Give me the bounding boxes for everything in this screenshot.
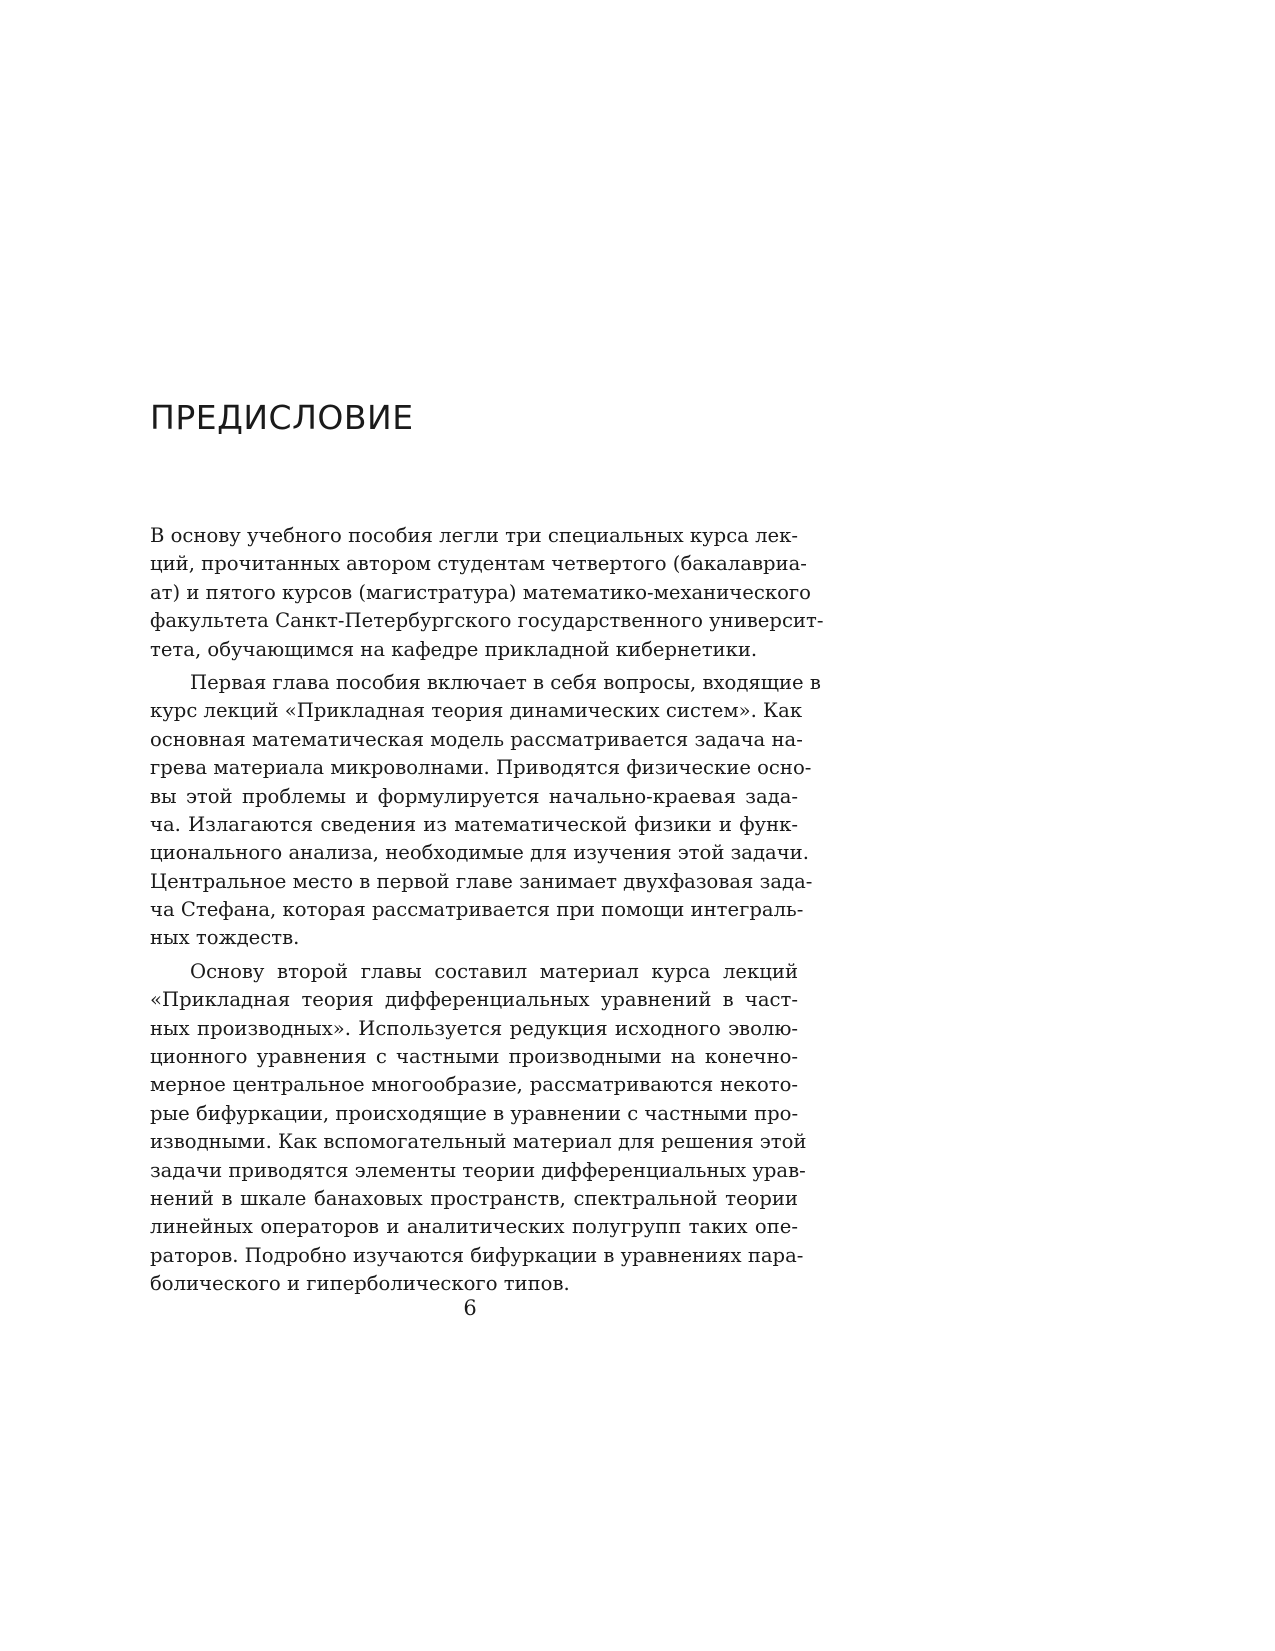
page-number: 6: [463, 1296, 477, 1320]
paragraph-line: «Прикладная теория дифференциальных уравнений в част-: [150, 988, 798, 1012]
paragraph-line: линейных операторов и аналитических полугрупп таких опе-: [150, 1215, 798, 1239]
paragraph-line: болического и гиперболического типов.: [150, 1272, 570, 1296]
paragraph-line: Первая глава пособия включает в себя вопросы, входящие в: [190, 670, 821, 694]
paragraph-line: вы этой проблемы и формулируется начально-краевая зада-: [150, 784, 798, 808]
paragraph-line: рые бифуркации, происходящие в уравнении с частными про-: [150, 1101, 799, 1125]
paragraph-line: В основу учебного пособия легли три специальных курса лек-: [150, 524, 798, 547]
paragraph-line: изводными. Как вспомогательный материал для решения этой: [150, 1130, 807, 1154]
paragraph-line: курс лекций «Прикладная теория динамических систем». Как: [150, 699, 803, 723]
paragraph-2: [150, 669, 821, 953]
paragraph-line: ча Стефана, которая рассматривается при помощи интеграль-: [150, 898, 804, 922]
paragraph-1: [150, 522, 824, 664]
preface-body: [150, 522, 824, 1299]
paragraph-line: ций, прочитанных автором студентам четвертого (бакалавриа-: [150, 552, 807, 576]
paragraph-line: Центральное место в первой главе занимает двухфазовая зада-: [150, 869, 813, 893]
paragraph-line: основная математическая модель рассматривается задача на-: [150, 727, 803, 751]
paragraph-line: ча. Излагаются сведения из математической физики и функ-: [150, 812, 798, 836]
paragraph-line: мерное центральное многообразие, рассматриваются некото-: [150, 1073, 798, 1097]
paragraph-line: факультета Санкт-Петербургского государственного университ-: [150, 609, 824, 633]
paragraph-line: грева материала микроволнами. Приводятся физические осно-: [150, 756, 812, 780]
paragraph-line: задачи приводятся элементы теории дифференциальных урав-: [150, 1158, 806, 1182]
paragraph-line: ных тождеств.: [150, 926, 300, 950]
paragraph-line: ционального анализа, необходимые для изучения этой задачи.: [150, 841, 809, 865]
paragraph-line: нений в шкале банаховых пространств, спектральной теории: [150, 1186, 798, 1210]
paragraph-line: ных производных». Используется редукция исходного эволю-: [150, 1016, 798, 1040]
paragraph-line: раторов. Подробно изучаются бифуркации в уравнениях пара-: [150, 1243, 804, 1267]
paragraph-line: тета, обучающимся на кафедре прикладной кибернетики.: [150, 637, 758, 661]
paragraph-line: ционного уравнения с частными производными на конечно-: [150, 1045, 798, 1069]
paragraph-line: ат) и пятого курсов (магистратура) математико-механического: [150, 580, 811, 604]
paragraph-line: Основу второй главы составил материал курса лекций: [190, 959, 798, 983]
chapter-heading: ПРЕДИСЛОВИЕ: [150, 398, 414, 437]
paragraph-3: [150, 958, 807, 1299]
